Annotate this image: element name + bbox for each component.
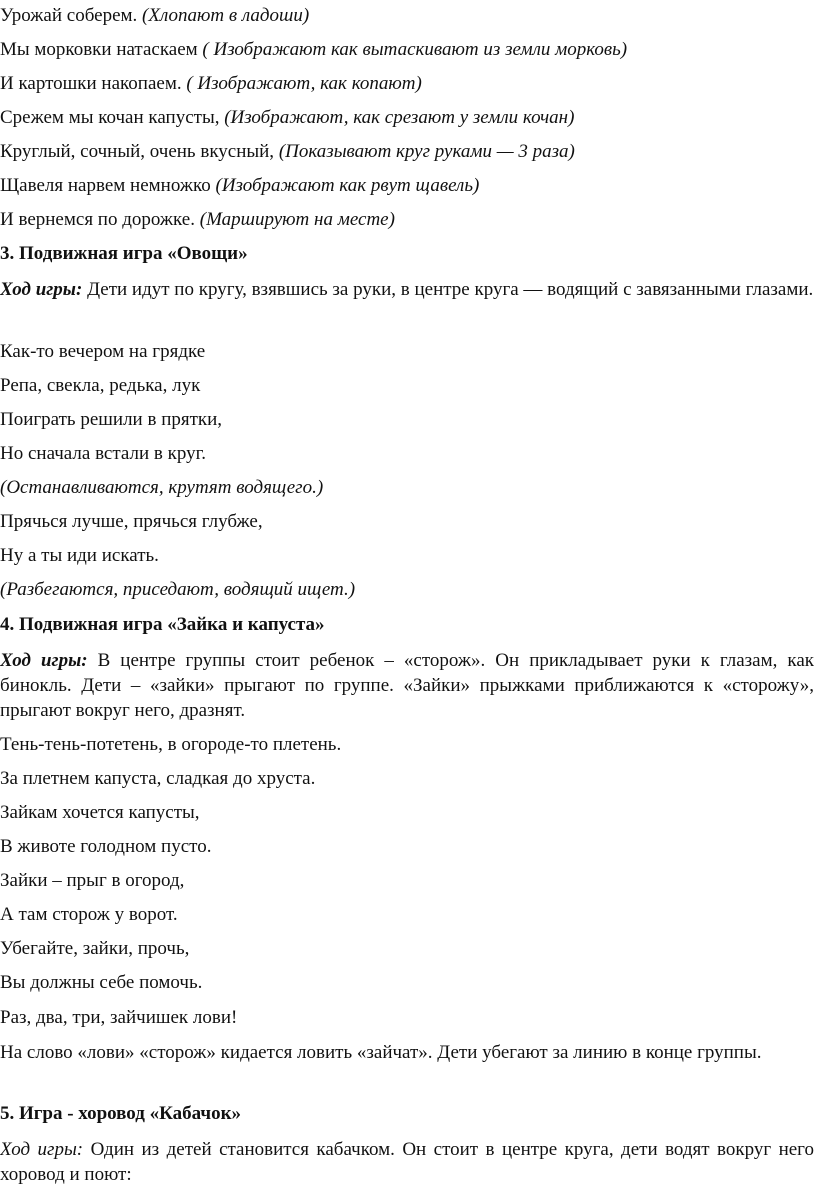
verse-line: Ну а ты иди искать.	[0, 545, 159, 566]
stage-direction: (Останавливаются, крутят водящего.)	[0, 477, 324, 498]
verse-line: Тень-тень-потетень, в огороде-то плетень.	[0, 734, 342, 755]
rules-label: Ход игры:	[0, 650, 88, 671]
poem-line	[0, 174, 479, 198]
poem-line	[0, 38, 627, 62]
rules-label: Ход игры:	[0, 279, 83, 300]
verse-line: Раз, два, три, зайчишек лови!	[0, 1007, 238, 1028]
verse-text: Срежем мы кочан капусты,	[0, 107, 220, 128]
verse-text: Щавеля нарвем немножко	[0, 175, 211, 196]
stage-direction: (Изображают как рвут щавель)	[210, 175, 480, 196]
verse-line: Вы должны себе помочь.	[0, 972, 203, 993]
stage-direction: (Изображают, как срезают у земли кочан)	[219, 107, 575, 128]
stage-direction: (Маршируют на месте)	[195, 209, 395, 230]
verse-line: А там сторож у ворот.	[0, 904, 178, 925]
verse-line: В животе голодном пусто.	[0, 836, 212, 857]
stage-direction: ( Изображают как вытаскивают из земли морковь)	[197, 39, 628, 60]
rules-label: Ход игры:	[0, 1139, 84, 1160]
verse-line: Зайкам хочется капусты,	[0, 802, 200, 823]
verse-line: Репа, свекла, редька, лук	[0, 375, 201, 396]
verse-line: Как-то вечером на грядке	[0, 341, 206, 362]
game-rules-paragraph	[0, 277, 814, 302]
poem-line	[0, 208, 395, 232]
poem-line	[0, 72, 422, 96]
poem-line	[0, 4, 309, 28]
verse-text: И картошки накопаем.	[0, 73, 182, 94]
stage-direction: (Разбегаются, приседают, водящий ищет.)	[0, 579, 356, 600]
verse-line: За плетнем капуста, сладкая до хруста.	[0, 768, 316, 789]
rules-text: В центре группы стоит ребенок – «сторож». Он прикладывает руки к глазам, как бинокль. Дети – «зайки» прыгают по группе. «Зайки» прыжками приближаются к «сторожу», прыгают вокруг него, дразнят.	[0, 650, 814, 721]
stage-direction: (Хлопают в ладоши)	[137, 5, 310, 26]
verse-line: Прячься лучше, прячься глубже,	[0, 511, 263, 532]
verse-line: Но сначала встали в круг.	[0, 443, 206, 464]
verse-text: Мы морковки натаскаем	[0, 39, 198, 60]
section-heading: 4. Подвижная игра «Зайка и капуста»	[0, 614, 325, 635]
verse-text: Круглый, сочный, очень вкусный,	[0, 141, 275, 162]
rules-text: Один из детей становится кабачком. Он стоит в центре круга, дети водят вокруг него хоровод и поют:	[0, 1139, 814, 1185]
verse-line: Убегайте, зайки, прочь,	[0, 938, 190, 959]
game-ending-paragraph: На слово «лови» «сторож» кидается ловить «зайчат». Дети убегают за линию в конце группы.	[0, 1042, 762, 1063]
verse-line: Поиграть решили в прятки,	[0, 409, 223, 430]
stage-direction: ( Изображают, как копают)	[181, 73, 422, 94]
verse-line: Зайки – прыг в огород,	[0, 870, 185, 891]
game-rules-paragraph	[0, 648, 814, 723]
verse-text: Урожай соберем.	[0, 5, 138, 26]
rules-text: Дети идут по кругу, взявшись за руки, в центре круга — водящий с завязанными глазами.	[82, 279, 814, 300]
verse-text: И вернемся по дорожке.	[0, 209, 195, 230]
section-heading: 3. Подвижная игра «Овощи»	[0, 243, 248, 264]
section-heading: 5. Игра - хоровод «Кабачок»	[0, 1103, 242, 1124]
poem-line	[0, 140, 575, 164]
poem-line	[0, 106, 574, 130]
stage-direction: (Показывают круг руками — 3 раза)	[274, 141, 575, 162]
game-rules-paragraph	[0, 1137, 814, 1187]
